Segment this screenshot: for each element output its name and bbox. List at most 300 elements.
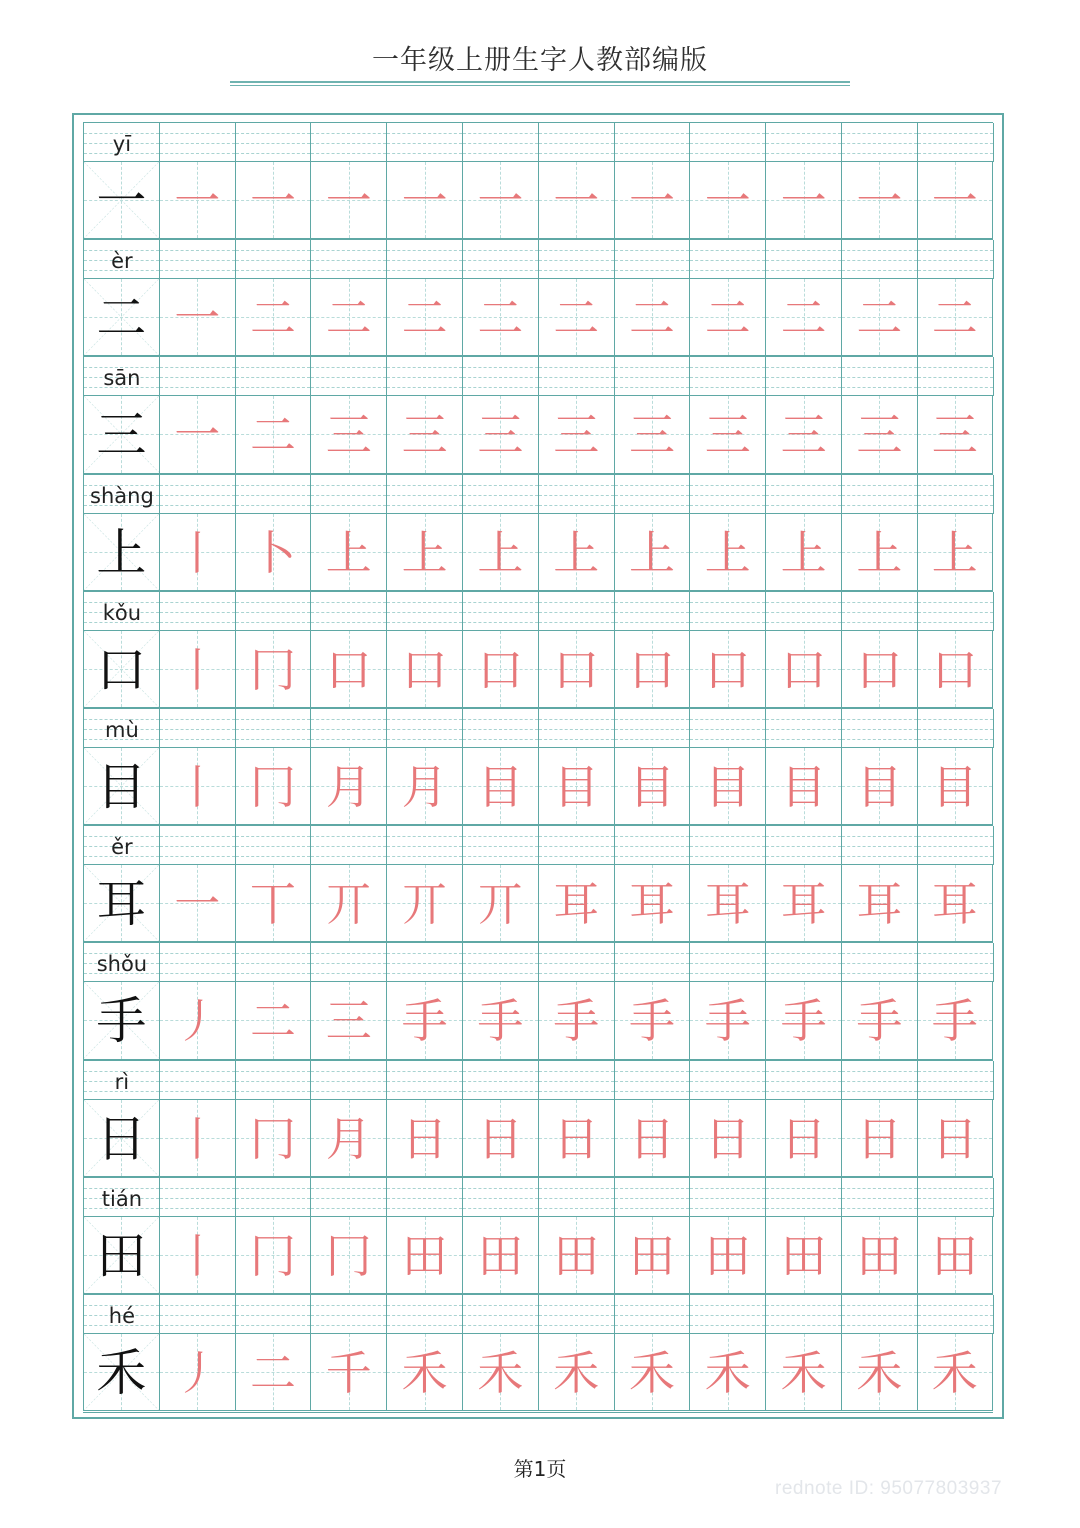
stroke-order-step: 三 [401,408,448,463]
stroke-order-step: 日 [401,1111,448,1166]
practice-box [614,630,690,708]
stroke-order-step: 手 [553,994,600,1049]
practice-box [765,1099,841,1177]
pinyin-cell [539,475,615,514]
character-row [83,708,993,825]
pinyin-label: tián [101,1186,143,1211]
practice-box [159,864,235,942]
pinyin-cell [311,240,387,279]
pinyin-cell [539,943,615,982]
stroke-order-step: 口 [931,642,978,697]
stroke-order-step: 三 [704,408,751,463]
character-row [83,825,993,942]
page-title: 一年级上册生字人教部编版 [372,45,708,76]
pinyin-cell [766,1061,842,1100]
pinyin-cell [387,592,463,631]
stroke-order-step: 手 [931,994,978,1049]
practice-box [462,278,538,356]
stroke-order-step: 丨 [174,525,221,580]
pinyin-cell [311,123,387,162]
pinyin-cell [236,475,312,514]
pinyin-label: mù [105,717,139,742]
pinyin-cell [690,1061,766,1100]
pinyin-band [83,825,993,864]
stroke-order-step: 耳 [780,877,827,932]
character-row [83,1177,993,1294]
pinyin-cell [387,826,463,865]
practice-box [538,630,614,708]
practice-box [538,161,614,239]
practice-box [462,1333,538,1411]
stroke-order-step: 田 [553,1228,600,1283]
pinyin-cell [766,592,842,631]
practice-box [538,1333,614,1411]
stroke-order-step: 手 [477,994,524,1049]
pinyin-cell [766,240,842,279]
pinyin-band [83,122,993,161]
practice-box [614,278,690,356]
practice-box [462,161,538,239]
pinyin-cell [539,826,615,865]
practice-box [538,981,614,1059]
practice-box [614,161,690,239]
practice-box [841,278,917,356]
pinyin-cell [463,1295,539,1334]
practice-box [917,513,993,591]
pinyin-cell [842,709,918,748]
pinyin-cell [463,475,539,514]
stroke-order-step: 耳 [931,877,978,932]
pinyin-cell [160,592,236,631]
practice-box [538,395,614,473]
character-row [83,356,993,473]
practice-box [614,1333,690,1411]
pinyin-band [83,356,993,395]
pinyin-cell [387,943,463,982]
model-char-box [83,864,159,942]
pinyin-label: shǒu [96,952,148,977]
practice-box [310,161,386,239]
practice-box [614,395,690,473]
stroke-order-step: 丅 [249,877,296,932]
stroke-order-step: 一 [628,174,675,228]
grid-bottom-border [83,1412,993,1413]
pinyin-cell [311,1178,387,1217]
practice-box [689,1216,765,1294]
stroke-order-step: 田 [931,1228,978,1283]
model-character: 一 [96,172,147,230]
stroke-order-step: 禾 [401,1345,448,1400]
practice-box [538,864,614,942]
pinyin-cell [236,1178,312,1217]
practice-box [841,1216,917,1294]
stroke-order-step: 耳 [856,877,903,932]
pinyin-cell [539,1295,615,1334]
pinyin-cell [236,826,312,865]
model-char-box [83,630,159,708]
title-underline [230,81,850,83]
practice-box [310,981,386,1059]
model-char-box [83,161,159,239]
pinyin-cell [918,475,994,514]
stroke-order-step: 二 [931,291,978,346]
stroke-order-step: 口 [401,642,448,697]
pinyin-cell [160,475,236,514]
pinyin-cell [918,943,994,982]
practice-box [689,278,765,356]
stroke-order-step: 上 [931,525,978,580]
stroke-order-step: 田 [477,1228,524,1283]
pinyin-cell [842,592,918,631]
pinyin-cell [539,357,615,396]
pinyin-band [83,591,993,630]
model-character: 耳 [96,875,147,934]
pinyin-cell [690,475,766,514]
watermark: rednote ID: 95077803937 [775,1478,1003,1499]
pinyin-cell [690,592,766,631]
practice-box [917,278,993,356]
pinyin-cell [463,1178,539,1217]
pinyin-cell [387,709,463,748]
model-character: 禾 [96,1343,147,1402]
pinyin-cell [311,357,387,396]
pinyin-cell [160,123,236,162]
character-row [83,942,993,1059]
stroke-order-step: 目 [704,759,751,814]
pinyin-cell [463,1061,539,1100]
pinyin-cell [766,475,842,514]
pinyin-band [83,708,993,747]
pinyin-cell [160,357,236,396]
practice-box [310,1216,386,1294]
pinyin-cell [690,709,766,748]
page-number: 第1页 [513,1457,567,1481]
stroke-order-step: 上 [704,525,751,580]
practice-box [235,747,311,825]
stroke-order-step: 手 [780,994,827,1049]
pinyin-cell [918,826,994,865]
practice-box [235,1099,311,1177]
pinyin-cell [766,1178,842,1217]
practice-box [386,395,462,473]
pinyin-cell [463,592,539,631]
pinyin-cell [615,475,691,514]
stroke-order-step: 冂 [249,759,296,814]
pinyin-cell [236,592,312,631]
pinyin-cell [311,1061,387,1100]
practice-box [841,747,917,825]
practice-box [386,1216,462,1294]
pinyin-cell [615,709,691,748]
pinyin-cell [690,123,766,162]
pinyin-cell [387,1178,463,1217]
practice-box [841,864,917,942]
stroke-order-step: 禾 [780,1345,827,1400]
character-row [83,239,993,356]
pinyin-cell [766,709,842,748]
stroke-order-step: 二 [249,291,296,346]
stroke-order-step: 丨 [174,642,221,697]
practice-box [310,1099,386,1177]
practice-box [689,1099,765,1177]
stroke-order-step: 冂 [249,1111,296,1166]
character-row [83,474,993,591]
stroke-order-step: 目 [780,759,827,814]
practice-box [917,1333,993,1411]
pinyin-label: hé [108,1303,136,1328]
pinyin-cell [766,826,842,865]
stroke-order-step: 一 [174,408,221,463]
stroke-order-step: 耳 [704,877,751,932]
practice-box [310,278,386,356]
practice-box [917,395,993,473]
pinyin-cell [918,592,994,631]
stroke-order-step: 卜 [249,525,296,580]
pinyin-cell [842,943,918,982]
stroke-order-step: 二 [628,291,675,346]
stroke-order-step: 一 [704,174,751,228]
practice-box [841,395,917,473]
pinyin-label: kǒu [102,600,142,625]
practice-box [614,981,690,1059]
practice-box [235,864,311,942]
pinyin-cell [539,240,615,279]
pinyin-cell [311,826,387,865]
stroke-order-step: 二 [401,291,448,346]
pinyin-band [83,1060,993,1099]
pinyin-cell [918,709,994,748]
stroke-order-step: 手 [704,994,751,1049]
stroke-order-step: 禾 [856,1345,903,1400]
pinyin-band [83,239,993,278]
stroke-order-step: 二 [249,994,296,1049]
stroke-order-step: 目 [628,759,675,814]
stroke-order-step: 一 [856,174,903,228]
stroke-order-step: 一 [780,174,827,228]
pinyin-cell [842,1061,918,1100]
pinyin-label: èr [111,249,133,274]
pinyin-cell [842,826,918,865]
stroke-order-step: 目 [553,759,600,814]
practice-box [462,1099,538,1177]
stroke-order-step: 一 [174,174,221,228]
pinyin-cell [918,1178,994,1217]
pinyin-cell [690,240,766,279]
pinyin-cell [311,592,387,631]
stroke-order-step: 日 [931,1111,978,1166]
stroke-order-step: 上 [780,525,827,580]
pinyin-cell [160,1178,236,1217]
model-char-box [83,278,159,356]
pinyin-cell [842,123,918,162]
practice-box [310,513,386,591]
pinyin-cell [236,943,312,982]
pinyin-cell [842,240,918,279]
pinyin-label: sān [103,366,141,391]
pinyin-cell [539,592,615,631]
practice-box [689,161,765,239]
practice-box [841,630,917,708]
practice-box [689,747,765,825]
practice-box [765,747,841,825]
practice-box [841,1333,917,1411]
stroke-order-step: 禾 [628,1345,675,1400]
stroke-order-step: 一 [249,174,296,228]
pinyin-cell [539,709,615,748]
stroke-order-step: 禾 [931,1345,978,1400]
practice-box [462,630,538,708]
pinyin-cell [463,709,539,748]
pinyin-cell [766,357,842,396]
stroke-order-step: 田 [856,1228,903,1283]
stroke-order-step: 一 [325,174,372,228]
model-character: 口 [96,640,147,699]
practice-box [689,513,765,591]
pinyin-cell [387,1295,463,1334]
pinyin-label: yī [112,132,132,156]
practice-box [689,1333,765,1411]
pinyin-cell [311,709,387,748]
pinyin-cell [539,1178,615,1217]
title-underline-thin [230,85,850,86]
pinyin-cell [615,1178,691,1217]
pinyin-cell [311,1295,387,1334]
pinyin-cell [918,240,994,279]
stroke-order-step: 日 [704,1111,751,1166]
practice-box [841,1099,917,1177]
model-char-box [83,981,159,1059]
stroke-order-step: 禾 [553,1345,600,1400]
stroke-order-step: 口 [553,642,600,697]
pinyin-cell [311,943,387,982]
pinyin-label: shàng [90,483,154,508]
stroke-order-step: 三 [325,994,372,1049]
stroke-order-step: 一 [477,174,524,228]
pinyin-cell [311,475,387,514]
pinyin-cell [387,1061,463,1100]
practice-box [235,1216,311,1294]
stroke-order-step: 冂 [325,1228,372,1283]
model-character: 田 [96,1226,147,1285]
stroke-order-step: 三 [931,408,978,463]
pinyin-cell [918,123,994,162]
model-character: 目 [96,757,147,816]
practice-box [235,278,311,356]
practice-box [689,981,765,1059]
practice-box [386,864,462,942]
practice-box [765,1216,841,1294]
practice-box [386,161,462,239]
practice-box [614,513,690,591]
practice-box [462,1216,538,1294]
pinyin-label: ěr [111,835,133,860]
pinyin-cell [236,357,312,396]
practice-box [614,747,690,825]
pinyin-cell [842,1178,918,1217]
pinyin-cell [236,1295,312,1334]
stroke-order-step: 丨 [174,1111,221,1166]
pinyin-cell [918,1295,994,1334]
stroke-order-step: 口 [477,642,524,697]
pinyin-cell [615,1061,691,1100]
practice-box [765,981,841,1059]
practice-box [917,747,993,825]
pinyin-cell [615,240,691,279]
model-character: 二 [96,289,147,348]
practice-box [917,864,993,942]
stroke-order-step: 月 [325,1111,372,1166]
stroke-order-step: 二 [477,291,524,346]
stroke-order-step: 二 [249,408,296,463]
practice-box [386,1333,462,1411]
practice-box [917,1099,993,1177]
stroke-order-step: 手 [856,994,903,1049]
stroke-order-step: 三 [553,408,600,463]
stroke-order-step: 日 [856,1111,903,1166]
stroke-order-step: 口 [704,642,751,697]
practice-box [765,278,841,356]
practice-box [386,513,462,591]
practice-box [159,981,235,1059]
practice-box [235,513,311,591]
practice-box [386,1099,462,1177]
practice-box [689,630,765,708]
pinyin-cell [766,123,842,162]
model-char-box [83,1216,159,1294]
model-char-box [83,1099,159,1177]
practice-box [538,278,614,356]
pinyin-cell [463,357,539,396]
practice-box [310,630,386,708]
pinyin-cell [387,240,463,279]
practice-box [310,747,386,825]
stroke-order-step: 禾 [704,1345,751,1400]
pinyin-cell [615,826,691,865]
stroke-order-step: 口 [856,642,903,697]
pinyin-band [83,474,993,513]
pinyin-label: rì [114,1069,130,1094]
stroke-order-step: 耳 [628,877,675,932]
stroke-order-step: 丿 [174,1345,221,1400]
pinyin-cell [615,357,691,396]
pinyin-cell [690,943,766,982]
practice-box [538,747,614,825]
stroke-order-step: 三 [856,408,903,463]
pinyin-cell [766,943,842,982]
stroke-order-step: 日 [477,1111,524,1166]
stroke-order-step: 日 [780,1111,827,1166]
practice-box [614,1099,690,1177]
pinyin-cell [842,357,918,396]
pinyin-cell [690,826,766,865]
pinyin-cell [766,1295,842,1334]
pinyin-band [83,1177,993,1216]
practice-box [765,1333,841,1411]
practice-box [614,1216,690,1294]
stroke-order-step: 上 [628,525,675,580]
character-row [83,122,993,239]
pinyin-band [83,1294,993,1333]
stroke-order-step: 丨 [174,759,221,814]
pinyin-cell [160,240,236,279]
stroke-order-step: 二 [249,1345,296,1400]
practice-box [159,278,235,356]
practice-box [765,395,841,473]
model-char-box [83,747,159,825]
practice-box [765,161,841,239]
pinyin-cell [690,1295,766,1334]
practice-box [235,161,311,239]
